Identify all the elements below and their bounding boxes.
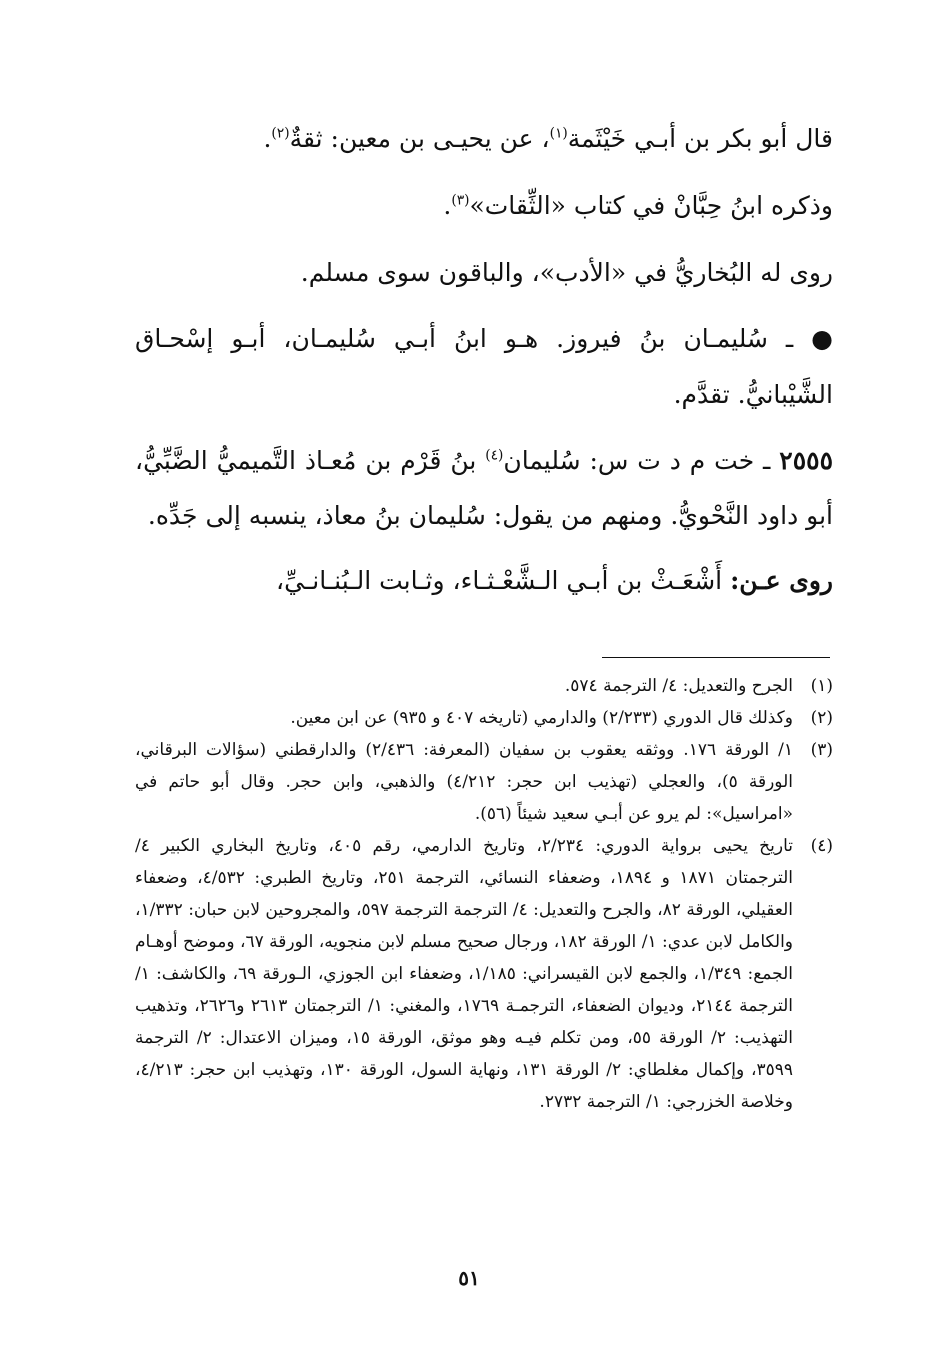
paragraph-ibn-abi-khaythama [135,110,833,167]
entry-2555 [135,433,833,543]
text-segment: بنُ قَرْم بن مُعـاذ التَّميميُّ الضَّبِّيُّ، أبو داود النَّحْويُّ. ومنهم من يقول: سُليمان بنُ معاذ، ينسبه إلى جَدِّه. [135,446,833,530]
paragraph-narrated-from [135,553,833,608]
text-segment: أَشْعَـثْ بن أبـي الـشَّعْـثـاء، وثـابت الـبُنـانـيِّ، [276,566,731,595]
footnotes [135,670,833,1118]
text-segment: ـ خت م د ت س: سُليمان [503,446,780,475]
narrated-from-label: روى عـن: [730,566,833,595]
entry-number: ٢٥٥٥ [779,446,833,475]
text-segment: وذكره ابنُ حِبَّانْ في كتاب «الثِّقات» [469,191,833,220]
text-segment: . [263,124,272,153]
footnote-number: (٣) [810,740,833,760]
footnote-1 [135,670,833,702]
footnote-ref-1[interactable]: (١) [549,125,568,142]
footnote-2 [135,702,833,734]
paragraph-narrated-by: روى له البُخاريُّ في «الأدب»، والباقون سوى مسلم. [300,258,833,287]
footnote-divider [602,657,830,658]
main-text [135,110,833,618]
footnote-number: (٢) [810,708,833,728]
footnote-ref-2[interactable]: (٢) [271,125,290,142]
paragraph-ibn-hibban [135,177,833,234]
footnote-number: (١) [810,676,833,696]
footnote-text: تاريخ يحيى برواية الدوري: ٢/٢٣٤، وتاريخ الدارمي، رقم ٤٠٥، وتاريخ البخاري الكبير ٤/ الترجمتان ١٨٧١ و ١٨٩٤، وضعفاء النسائي، الترجمة ٢٥١، وتاريخ الطبري: ٤/٥٣٢، وضعفاء العقيلي، الورقة ٨٢، والجرح والتعديل: ٤/ الترجمة الترجمة ٥٩٧، والمجروحين لابن حبان: ١/٣٣٢، والكامل لابن عدي: ١/ الورقة ١٨٢، ورجال صحيح مسلم لابن منجويه، الورقة ٦٧، وموضح أوهـام الجمع: ١/٣٤٩، والجمع لابن القيسراني: ١/١٨٥، وضعفاء ابن الجوزي، الـورقة ٦٩، والكاشف: ١/ الترجمة ٢١٤٤، وديوان الضعفاء، الترجمـة ١٧٦٩، والمغني: ١/ الترجمتان ٢٦١٣ و٢٦٢٦، وتذهيب التهذيب: ٢/ الورقة ٥٥، ومن تكلم فيـه وهو موثق، الورقة ١٥، وميزان الاعتدال: ٢/ الترجمة ٣٥٩٩، وإكمال مغلطاي: ٢/ الورقة ١٣١، ونهاية السول، الورقة ١٣٠، وتهذيب ابن حجر: ٤/٢١٣، وخلاصة الخزرجي: ١/ الترجمة ٢٧٣٢. [135,836,794,1112]
paragraph-sulayman-ibn-fayruz: ● ـ سُليمـان بنُ فيروز. هـو ابنُ أبـي سُليمـان، أبـو إسْحـاق الشَّيْبانيُّ. تقدَّم. [135,324,833,409]
footnote-ref-4[interactable]: (٤) [485,447,504,464]
footnote-text: وكذلك قال الدوري (٢/٢٣٣) والدارمي (تاريخه ٤٠٧ و ٩٣٥) عن ابن معين. [290,708,793,728]
text-segment: ، عن يحيـى بن معين: ثقةٌ [289,124,550,153]
footnote-text: ١/ الورقة ١٧٦. ووثقه يعقوب بن سفيان (المعرفة: ٢/٤٣٦) والدارقطني (سؤالات البرقاني، الورقة ٥)، والعجلي (تهذيب ابن حجر: ٤/٢١٢) والذهبي، وابن حجر. وقال أبو حاتم في «امراسيل»: لم يرو عن أبـي سعيد شيئاً (٥٦). [135,740,794,824]
page-number: ٥١ [458,1266,480,1290]
text-segment: . [443,191,452,220]
footnote-text: الجرح والتعديل: ٤/ الترجمة ٥٧٤. [564,676,793,696]
footnote-3 [135,734,833,830]
footnote-4 [135,830,833,1118]
footnote-number: (٤) [810,836,833,856]
text-segment: قال أبو بكر بن أبـي خَيْثَمة [567,124,833,153]
footnote-ref-3[interactable]: (٣) [451,192,470,209]
